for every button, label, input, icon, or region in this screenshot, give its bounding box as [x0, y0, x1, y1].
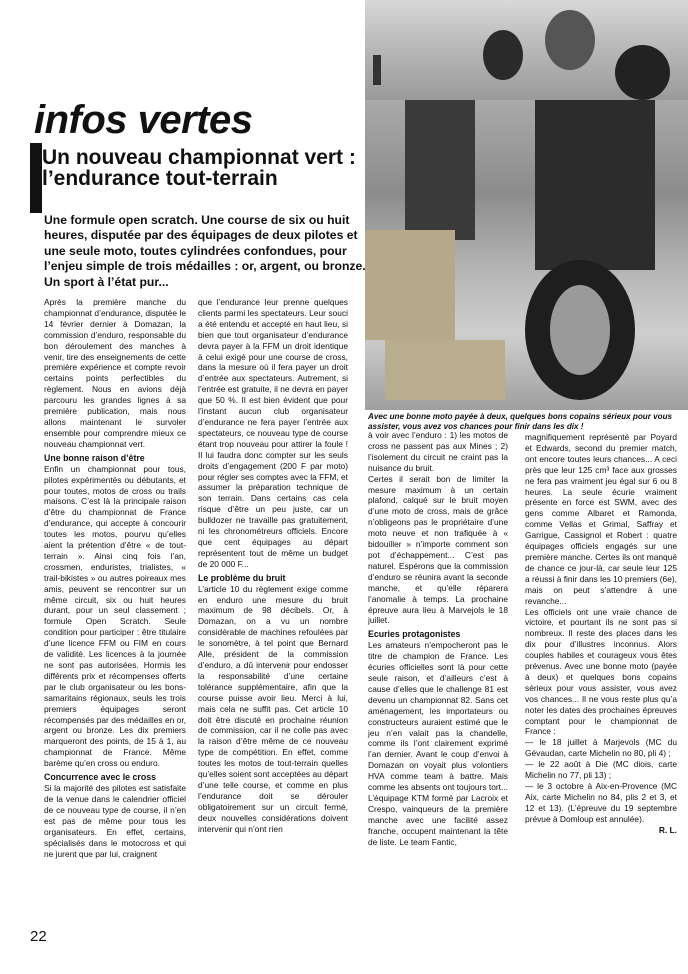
paragraph: — le 18 juillet à Marjevols (MC du Gévaudan, carte Michelin no 80, pli 4) ;	[525, 737, 677, 759]
paragraph: L’article 10 du règlement exige comme en enduro une mesure du bruit maximum de 98 décibels. Or, à Domazan, on a vu un nombre considérable de machines refoulées par le sonomètre, à tel point que Bernard Alle, président de la commission d’enduro, a dû intervenir pour endosser la responsabilité d’une certaine tolérance supplémentaire, afin que la course puisse avoir lieu. Merci à lui, mais cela ne suffit pas. Cet article 10 doit être discuté en prochaine réunion de commission, car il ne colle pas avec la raison d’être même de ce nouveau type de compétition. En effet, comme toutes les motos de tout-terrain quelles qu’elles soient sont acceptées au départ d’une telle course, et comme en plus l’endurance doit se dérouler obligatoirement sur un circuit fermé, deux nouvelles considérations doivent intervenir qui n’ont rien	[198, 583, 348, 834]
paragraph: Si la majorité des pilotes est satisfaite de la venue dans le calendrier officiel de ce nouveau type de course, il n’en est pas de même pour tous les organisateurs. En effet, certains, spécialisés dans le motocross et qui ne jurent que par lui, craignent	[44, 783, 186, 859]
paragraph: magnifiquement représenté par Poyard et Edwards, second du premier match, ont encore toutes leurs chances... A ceci près que leur 125 cm³ face aux grosses ne fera pas vraiment jeu égal sur 6 ou 8 heures. La seule écurie vraiment présente en force est SWM, avec des gens comme Albaret et Ramonda, comme Vellas et Grimal, Saffray et Garrigue, Cassignol et Robert : quatre équipages officiels engagés sur une première manche. Certes ils ont manqué de chance ce jour-là, car seule leur 125 a réussi à finir dans les 10 premiers (6e), mais on peut s’attendre à une revanche...	[525, 432, 677, 606]
subheading: Ecuries protagonistes	[368, 629, 461, 640]
photo-caption: Avec une bonne moto payée à deux, quelques bons copains sérieux pour vous assister, vous avez vos chances pour finir dans les dix !	[368, 412, 673, 431]
paragraph: — le 3 octobre à Aix-en-Provence (MC Aix, carte Michelin no 84, plis 2 et 3, et 12 et 13). (L’épreuve du 19 septembre prévue à Domloup est annulée).	[525, 781, 677, 824]
paragraph: Certes il serait bon de limiter la mesure maximum à un certain plafond, calqué sur le bruit moyen d’une moto de cross, mais de grâce n’obligeons pas le propriétaire d’une moto neuve et non trafiquée à « bidouiller » n’importe comment son pot d’échappement... C’est pas naturel. Espérons que la commission d’enduro se réunira avant la seconde manche, et qu’elle réparera l’anomalie à temps. La prochaine épreuve aura lieu à Marvejols le 18 juillet.	[368, 473, 508, 626]
column-4	[525, 432, 677, 836]
main-photo	[365, 100, 688, 410]
author-signature: R. L.	[658, 824, 677, 835]
column-3	[368, 430, 508, 848]
subheading: Une bonne raison d’être	[44, 452, 145, 463]
subheading: Le problème du bruit	[198, 572, 286, 583]
page-number: 22	[30, 928, 47, 945]
section-title: infos vertes	[34, 98, 253, 142]
top-photo	[365, 0, 688, 100]
paragraph: Les amateurs n’empocheront pas le titre de champion de France. Les écuries officielles sont là pour cette seule raison, et d’ailleurs c’est à cause d’elles que le challenge 81 est devenu un championnat 82. Sans cet aménagement, les importateurs ou constructeurs auraient estimé que le jeu n’en valait pas la chandelle, comme ils l’ont clairement exprimé l’an dernier. Avant le coup d’envoi à Domazan on voyait plus volontiers HVA comme team à battre. Mais comme les absents ont toujours tort... L’équipage KTM formé par Lacroix et Crespo, vainqueurs de la première manche avec une facilité assez franche, occupent maintenant la tête de liste. Le team Fantic,	[368, 640, 508, 847]
column-2	[198, 297, 348, 835]
paragraph: à voir avec l’enduro : 1) les motos de cross ne passent pas aux Mines ; 2) l’isolement du circuit ne craint pas la nuisance du bruit.	[368, 430, 508, 473]
article-headline: Un nouveau championnat vert : l’endurance tout-terrain	[42, 146, 356, 190]
paragraph: Les officiels ont une vraie chance de victoire, et pourtant ils ne sont pas si nombreux. Il reste des places dans les dix pour d’illustres inconnus. Alors couples habiles et courageux vous êtes prévenus. Avec une bonne moto (payée à deux) et quelques bons copains sérieux pour vous assister, vous avez vos chances... Il ne vous reste plus qu’a noter les dates des prochaines épreuves comptant pour le championnat de France :	[525, 606, 677, 737]
article-lead: Une formule open scratch. Une course de six ou huit heures, disputée par des équipages de deux pilotes et une seule moto, toutes cylindrées confondues, pour l’enjeu simple de trois médailles : or, argent, ou bronze. Un sport à l’état pur...	[44, 213, 366, 289]
paragraph: Enfin un championnat pour tous, pilotes expérimentés ou débutants, et pour toutes, motos de cross ou trails maisons. C’est là la principale raison d’être du championnat de France d’endurance, qui accepte à concourir toutes les motos, pourvu qu’elles aient la prétention d’être « de tout-terrain ». Ainsi cinq fois l’an, crossmen, enduristes, trialistes, « trail-bikistes » ou autres poireaux mes amis, peuvent se rencontrer sur un même circuit, six ou huit heures durant, pour un seul classement ; formule Open Scratch. Seule condition pour participer : être titulaire d’une licence FFM ou FIM en cours de validité. Les licences à la journée ne sont pas autorisées. Hormis les différents prix et récompenses offerts par le club organisateur ou les bons-samaritains régionaux, seuls les trois premiers équipages seront récompensés par des médailles en or, argent ou bronze. Les dix premiers marqueront des points, de 15 à 1, au championnat de France. Même barème qu’en cross ou enduro.	[44, 463, 186, 769]
paragraph: Après la première manche du championnat d’endurance, disputée le 14 février dernier à Domazan, la commission d’enduro, responsable du bon déroulement des manches à venir, tire des enseignements de cette première expérience et compte revoir certains points perfectibles du règlement. Nous en avions déjà parcouru les grandes lignes à sa première publication, mais nous allons maintenant le survoler ensemble pour comprendre mieux ce nouveau championnat vert.	[44, 297, 186, 449]
subheading: Concurrence avec le cross	[44, 772, 156, 783]
paragraph: que l’endurance leur prenne quelques clients parmi les spectateurs. Leur souci a été entendu et accepté en haut lieu, si bien que tout organisateur d’endurance devra payer à la FFM un droit identique à celui exigé pour une course de cross, dans la mesure où il fera payer un droit d’entrée aux spectateurs. Autrement, si l’entrée est gratuite, il ne devra en payer que 50 %. Il est bien évident que pour l’instant aucun club organisateur d’endurance ne fera payer l’entrée aux spectateurs, ce nouveau type de course étant trop nouveau pour attirer la foule ! Il lui faudra donc compter sur les seuls droits d’engagement (200 F par moto) pour régler ses comptes avec la FFM, et assumer la préparation technique de son terrain. Dans certains cas cela risque d’être un peu juste, car un bulldozer ne travaille pas gratuitement, ni les chronométreurs officiels. Encore que cent équipages au départ représentent tout de même un budget de 20 000 F...	[198, 297, 348, 569]
paragraph: — le 22 août à Die (MC diois, carte Michelin no 77, pli 13) ;	[525, 759, 677, 781]
column-1	[44, 297, 186, 859]
